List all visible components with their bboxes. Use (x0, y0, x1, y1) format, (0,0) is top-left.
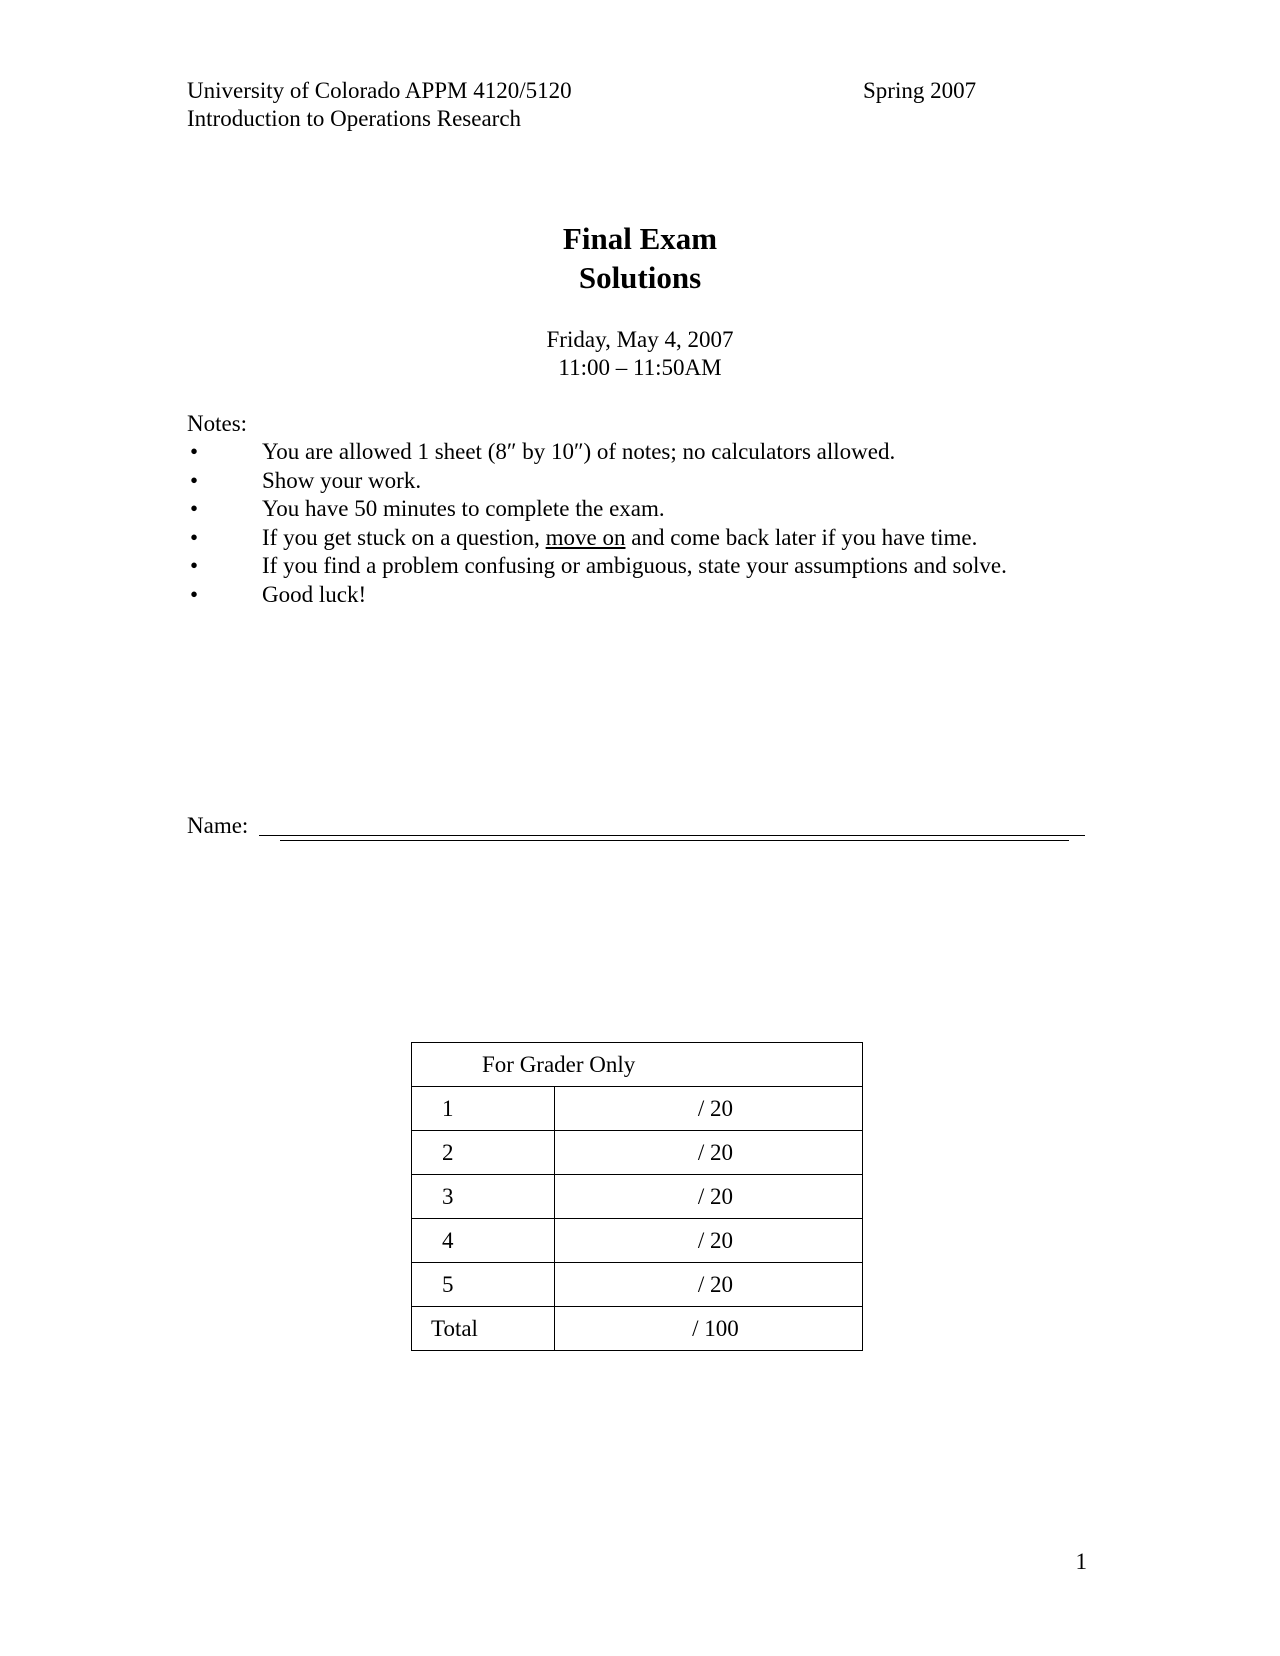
name-underline (280, 840, 1069, 841)
bullet-icon: • (189, 524, 199, 550)
course-title: Introduction to Operations Research (187, 106, 522, 131)
score-cell: / 20 (555, 1219, 863, 1263)
table-row (412, 1087, 863, 1131)
score-cell: / 20 (555, 1087, 863, 1131)
table-row (412, 1263, 863, 1307)
score-cell: / 20 (555, 1131, 863, 1175)
total-label: Total (412, 1307, 555, 1351)
name-label: Name: (187, 813, 249, 838)
grader-table (411, 1042, 863, 1351)
exam-title: Final Exam (562, 221, 718, 256)
term-label: Spring 2007 (863, 78, 977, 103)
note-text (262, 524, 977, 552)
score-cell: / 20 (555, 1175, 863, 1219)
table-row (412, 1219, 863, 1263)
problem-number: 1 (412, 1087, 555, 1131)
table-row (412, 1131, 863, 1175)
score-cell: / 20 (555, 1263, 863, 1307)
bullet-icon: • (189, 553, 199, 579)
note-text: If you find a problem confusing or ambiguous, state your assumptions and solve. (262, 553, 1007, 579)
bullet-icon: • (189, 496, 199, 522)
problem-number: 4 (412, 1219, 555, 1263)
move-on-emphasis: move on (545, 524, 626, 550)
problem-number: 2 (412, 1131, 555, 1175)
bullet-icon: • (189, 439, 199, 464)
note-text: Show your work. (262, 467, 422, 493)
bullet-icon: • (189, 467, 199, 493)
exam-subtitle: Solutions (578, 260, 702, 295)
page-number: 1 (1075, 1549, 1087, 1574)
problem-number: 3 (412, 1175, 555, 1219)
note-text: You are allowed 1 sheet (8″ by 10″) of notes; no calculators allowed. (262, 439, 896, 464)
notes-label: Notes: (187, 411, 248, 436)
course-header: University of Colorado APPM 4120/5120 (187, 78, 572, 103)
note-text: Good luck! (262, 581, 367, 607)
table-header-row (412, 1043, 863, 1087)
problem-number: 5 (412, 1263, 555, 1307)
total-score-cell: / 100 (555, 1307, 863, 1351)
note-text-before: If you get stuck on a question, (262, 524, 546, 550)
note-text-after: and come back later if you have time. (625, 524, 978, 550)
exam-time: 11:00 – 11:50AM (558, 355, 722, 380)
bullet-icon: • (189, 581, 199, 607)
table-row (412, 1307, 863, 1351)
grader-table-header: For Grader Only (412, 1043, 863, 1087)
note-text: You have 50 minutes to complete the exam. (262, 496, 665, 522)
name-input-line[interactable] (259, 835, 1085, 836)
exam-date: Friday, May 4, 2007 (546, 327, 734, 352)
table-row (412, 1175, 863, 1219)
